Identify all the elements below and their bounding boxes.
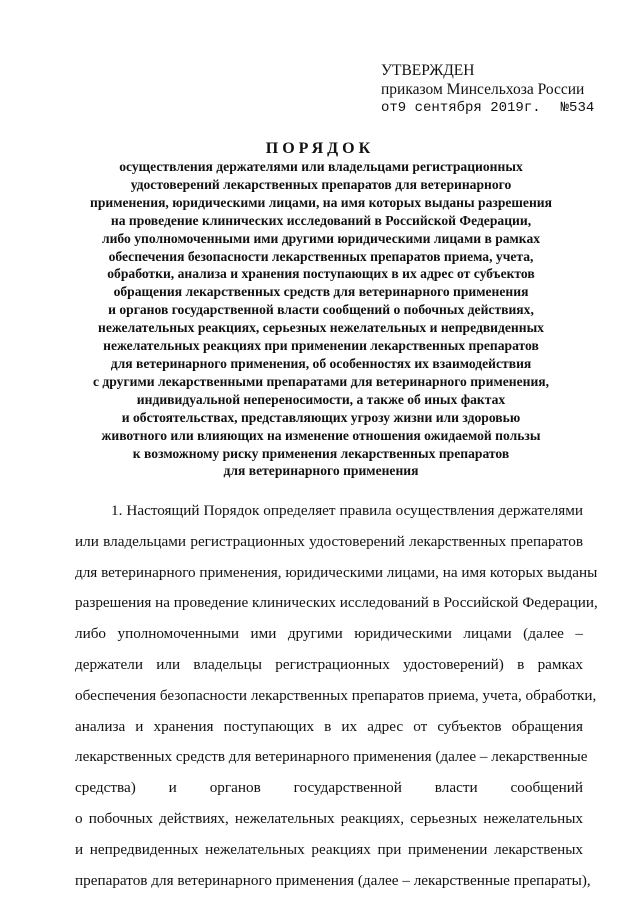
approval-heading: УТВЕРЖДЕН <box>381 62 475 79</box>
subtitle-line: индивидуальной непереносимости, а также об иных фактах <box>136 391 506 407</box>
document-subtitle <box>80 158 562 480</box>
subtitle-line: и органов государственной власти сообщений о побочных действиях, <box>108 302 534 318</box>
paragraph-line: препаратов для ветеринарного применения (далее – лекарственные препараты), <box>75 871 591 889</box>
subtitle-line: обращения лекарственных средств для ветеринарного применения <box>113 284 529 300</box>
subtitle-line: осуществления держателями или владельцами регистрационных <box>119 159 523 174</box>
subtitle-line: обработки, анализа и хранения поступающих в их адрес от субъектов <box>107 266 535 282</box>
approval-order: приказом Минсельхоза России <box>381 80 585 98</box>
subtitle-line: обеспечения безопасности лекарственных препаратов приема, учета, <box>108 248 534 264</box>
approval-date-line <box>381 99 621 118</box>
paragraph-line: либо уполномоченными ими другими юридическими лицами (далее – <box>75 625 583 643</box>
approval-stamp <box>381 62 621 118</box>
paragraph-line: анализа и хранения поступающих в их адрес от субъектов обращения <box>75 717 583 735</box>
subtitle-line: либо уполномоченными ими другими юридическими лицами в рамках <box>101 230 541 246</box>
paragraph-line: лекарственных средств для ветеринарного применения (далее – лекарственные <box>75 748 588 766</box>
subtitle-line: удостоверений лекарственных препаратов для ветеринарного <box>130 176 512 192</box>
paragraph-line: 1. Настоящий Порядок определяет правила осуществления держателями <box>111 502 583 519</box>
paragraph-line: держатели или владельцы регистрационных удостоверений) в рамках <box>75 655 583 673</box>
paragraph-line: обеспечения безопасности лекарственных препаратов приема, учета, обработки, <box>75 686 597 704</box>
subtitle-line: нежелательных реакциях при применении лекарственных препаратов <box>103 338 539 354</box>
subtitle-line: применения, юридическими лицами, на имя которых выданы разрешения <box>90 194 552 210</box>
subtitle-line: с другими лекарственными препаратами для ветеринарного применения, <box>92 373 550 389</box>
paragraph-line: о побочных действиях, нежелательных реакциях, серьезных нежелательных <box>75 809 583 827</box>
approval-number: №534 <box>560 100 595 116</box>
subtitle-line: к возможному риску применения лекарственных препаратов <box>132 445 510 461</box>
paragraph-1 <box>75 496 598 896</box>
subtitle-line: животного или влияющих на изменение отношения ожидаемой пользы <box>101 427 541 443</box>
paragraph-line: разрешения на проведение клинических исследований в Российской Федерации, <box>75 594 598 612</box>
paragraph-line: и непредвиденных нежелательных реакциях при применении лекарственых <box>75 840 583 858</box>
subtitle-line: на проведение клинических исследований в Российской Федерации, <box>110 212 532 228</box>
subtitle-line: и обстоятельствах, представляющих угрозу жизни или здоровью <box>121 409 521 425</box>
subtitle-line: для ветеринарного применения, об особенностях их взаимодействия <box>110 355 532 371</box>
subtitle-line: нежелательных реакциях, серьезных нежелательных и непредвиденных <box>98 320 544 336</box>
subtitle-line: для ветеринарного применения <box>223 463 419 479</box>
paragraph-line: или владельцами регистрационных удостоверений лекарственных препаратов <box>75 532 583 550</box>
approval-date: от9 сентября 2019г. <box>381 100 541 116</box>
document-title: ПОРЯДОК <box>265 140 375 157</box>
paragraph-line: для ветеринарного применения, юридическими лицами, на имя которых выданы <box>75 563 598 581</box>
paragraph-line: средства) и органов государственной власти сообщений <box>75 779 583 797</box>
